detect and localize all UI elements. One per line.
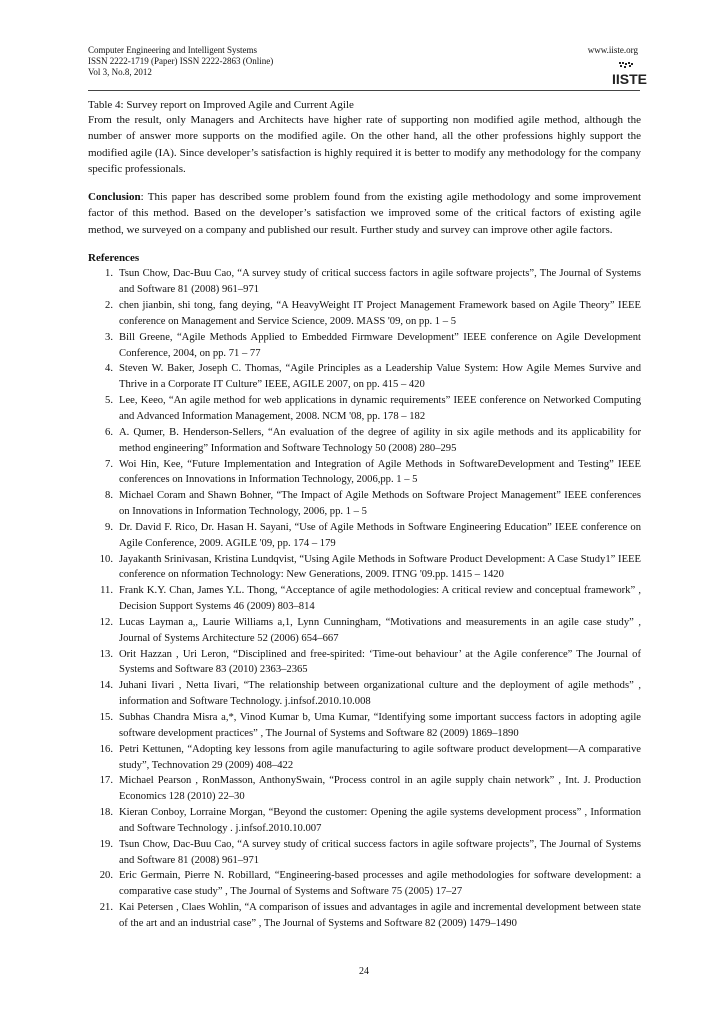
volume-line: Vol 3, No.8, 2012: [88, 67, 152, 77]
reference-text: Tsun Chow, Dac-Buu Cao, “A survey study of critical success factors in agile software projects”, The Journal of Systems and Software 81 (2008) 961–971: [119, 838, 641, 866]
reference-text: Michael Coram and Shawn Bohner, “The Impact of Agile Methods on Software Project Management” IEEE conferences on Innovations in Information Technology, 2006, pp. 1 – 5: [119, 490, 641, 518]
reference-number: 2.: [105, 300, 113, 312]
reference-number: 4.: [105, 363, 113, 375]
reference-item: [88, 742, 641, 774]
reference-text: Petri Kettunen, “Adopting key lessons from agile manufacturing to agile software product development—A comparative study”, Technovation 29 (2009) 408–422: [119, 743, 641, 771]
reference-text: Frank K.Y. Chan, James Y.L. Thong, “Acceptance of agile methodologies: A critical review and conceptual framework” , Decision Support Systems 46 (2009) 803–814: [119, 585, 641, 613]
reference-item: [88, 837, 641, 869]
reference-item: [88, 647, 641, 679]
table-caption: Table 4: Survey report on Improved Agile and Current Agile: [88, 99, 354, 111]
reference-text: A. Qumer, B. Henderson-Sellers, “An evaluation of the degree of agility in six agile methods and its applicability for method engineering” Information and Software Technology 50 (2008) 280–295: [119, 426, 641, 454]
reference-item: [88, 361, 641, 393]
page-number: 24: [359, 966, 369, 977]
reference-number: 3.: [105, 331, 113, 343]
iiste-logo: [608, 60, 648, 88]
page-header: [88, 45, 648, 90]
references-heading: References: [88, 252, 140, 265]
conclusion-paragraph: [88, 189, 641, 238]
reference-item: [88, 900, 641, 932]
reference-item: [88, 298, 641, 330]
main-content: [88, 98, 641, 932]
reference-number: 11.: [100, 585, 113, 597]
reference-item: [88, 520, 641, 552]
reference-number: 13.: [99, 648, 113, 660]
reference-item: [88, 710, 641, 742]
reference-text: Orit Hazzan , Uri Leron, “Disciplined and free-spirited: ‘Time-out behaviour’ at the Agile conference” The Journal of Systems and Software 83 (2010) 2363–2365: [119, 648, 641, 676]
reference-item: [88, 773, 641, 805]
reference-number: 16.: [99, 743, 113, 755]
reference-item: [88, 266, 641, 298]
reference-text: Tsun Chow, Dac-Buu Cao, “A survey study of critical success factors in agile software projects”, The Journal of Systems and Software 81 (2008) 961–971: [119, 268, 641, 296]
reference-number: 18.: [99, 807, 113, 819]
reference-text: Bill Greene, “Agile Methods Applied to Embedded Firmware Development” IEEE conference on Agile Development Conference, 2004, on pp. 71 – 77: [119, 331, 641, 359]
conclusion-text: : This paper has described some problem found from the existing agile methodology and some improvement factor of this method. Based on the developer’s satisfaction we improved some of the critical factors of existing agile method, we surveyed on a company and published our result. Further study and survey can improve other agile factors.: [88, 191, 641, 236]
reference-text: Eric Germain, Pierre N. Robillard, “Engineering-based processes and agile methodologies for software development: a comparative case study” , The Journal of Systems and Software 75 (2005) 17–27: [119, 870, 641, 898]
reference-text: Kieran Conboy, Lorraine Morgan, “Beyond the customer: Opening the agile systems development process” , Information and Software Technology . j.infsof.2010.10.007: [119, 807, 641, 834]
reference-text: Woi Hin, Kee, “Future Implementation and Integration of Agile Methods in SoftwareDevelopment and Testing” IEEE conferences on Innovations in Information Technology, 2006,pp. 1 – 5: [119, 458, 641, 486]
reference-text: Steven W. Baker, Joseph C. Thomas, “Agile Principles as a Leadership Value System: How Agile Memes Survive and Thrive in a Corporate IT Culture” IEEE, AGILE 2007, on pp. 415 – 420: [119, 363, 641, 391]
reference-number: 6.: [105, 426, 113, 438]
reference-text: chen jianbin, shi tong, fang deying, “A HeavyWeight IT Project Management Framework based on Agile Theory” IEEE conference on Management and Service Science, 2009. MASS '09, on pp. 1 – 5: [119, 300, 641, 327]
reference-number: 17.: [99, 775, 113, 787]
reference-number: 21.: [99, 902, 113, 914]
conclusion-label: Conclusion: [88, 191, 141, 204]
reference-item: [88, 552, 641, 584]
reference-text: Michael Pearson , RonMasson, AnthonySwain, “Process control in an agile supply chain network” , Int. J. Production Economics 128 (2010) 22–30: [119, 775, 641, 803]
reference-item: [88, 488, 641, 520]
reference-text: Dr. David F. Rico, Dr. Hasan H. Sayani, “Use of Agile Methods in Software Engineering Education” IEEE conference on Agile Conference, 2009. AGILE '09, pp. 174 – 179: [119, 521, 641, 549]
reference-number: 19.: [99, 838, 113, 850]
reference-text: Kai Petersen , Claes Wohlin, “A comparison of issues and advantages in agile and incremental development between state of the art and an industrial case” , The Journal of Systems and Software 82 (2009) 1479–1490: [119, 902, 641, 929]
reference-number: 7.: [105, 458, 113, 470]
reference-text: Jayakanth Srinivasan, Kristina Lundqvist, “Using Agile Methods in Software Product Development: A Case Study1” IEEE conference on nformation Technology: New Generations, 2009. ITNG '09.pp. 1415 – 1420: [119, 553, 641, 581]
reference-text: Lucas Layman a,, Laurie Williams a,1, Lynn Cunningham, “Motivations and measurements in an agile case study” , Journal of Systems Architecture 52 (2006) 654–667: [119, 616, 641, 644]
reference-item: [88, 425, 641, 457]
reference-number: 10.: [99, 553, 113, 565]
reference-item: [88, 393, 641, 425]
reference-number: 15.: [99, 712, 113, 723]
reference-item: [88, 583, 641, 615]
reference-number: 9.: [105, 521, 113, 533]
reference-number: 1.: [105, 268, 113, 280]
reference-text: Juhani Iivari , Netta Iivari, “The relationship between organizational culture and the deployment of agile methods” , information and Software Technology. j.infsof.2010.10.008: [119, 680, 641, 708]
reference-number: 20.: [99, 870, 113, 882]
reference-number: 12.: [99, 616, 113, 628]
journal-url: www.iiste.org: [587, 45, 638, 55]
reference-item: [88, 805, 641, 837]
reference-item: [88, 457, 641, 489]
reference-text: Subhas Chandra Misra a,*, Vinod Kumar b, Uma Kumar, “Identifying some important success factors in adopting agile software development practices” , The Journal of Systems and Software 82 (2009) 1869–1890: [119, 712, 641, 739]
reference-text: Lee, Keeo, “An agile method for web applications in dynamic requirements” IEEE conference on Networked Computing and Advanced Information Management, 2008. NCM '08, pp. 178 – 182: [119, 395, 641, 422]
reference-number: 14.: [99, 680, 113, 692]
reference-item: [88, 615, 641, 647]
svg-text:IISTE: IISTE: [612, 71, 648, 87]
issn-line: ISSN 2222-1719 (Paper) ISSN 2222-2863 (Online): [88, 56, 274, 66]
references-list: [88, 266, 641, 931]
results-paragraph: From the result, only Managers and Architects have higher rate of supporting non modified agile method, although the number of answer more supports on the modified agile. On the other hand, all the other professions highly support the modified agile (IA). Since developer’s satisfaction is highly required it is better to modify any methodology for the company specific professionals.: [88, 114, 641, 175]
reference-number: 5.: [105, 395, 113, 407]
reference-item: [88, 330, 641, 362]
reference-number: 8.: [105, 490, 113, 502]
journal-title: Computer Engineering and Intelligent Systems: [88, 45, 257, 55]
reference-item: [88, 868, 641, 900]
header-rule: [88, 90, 640, 91]
reference-item: [88, 678, 641, 710]
